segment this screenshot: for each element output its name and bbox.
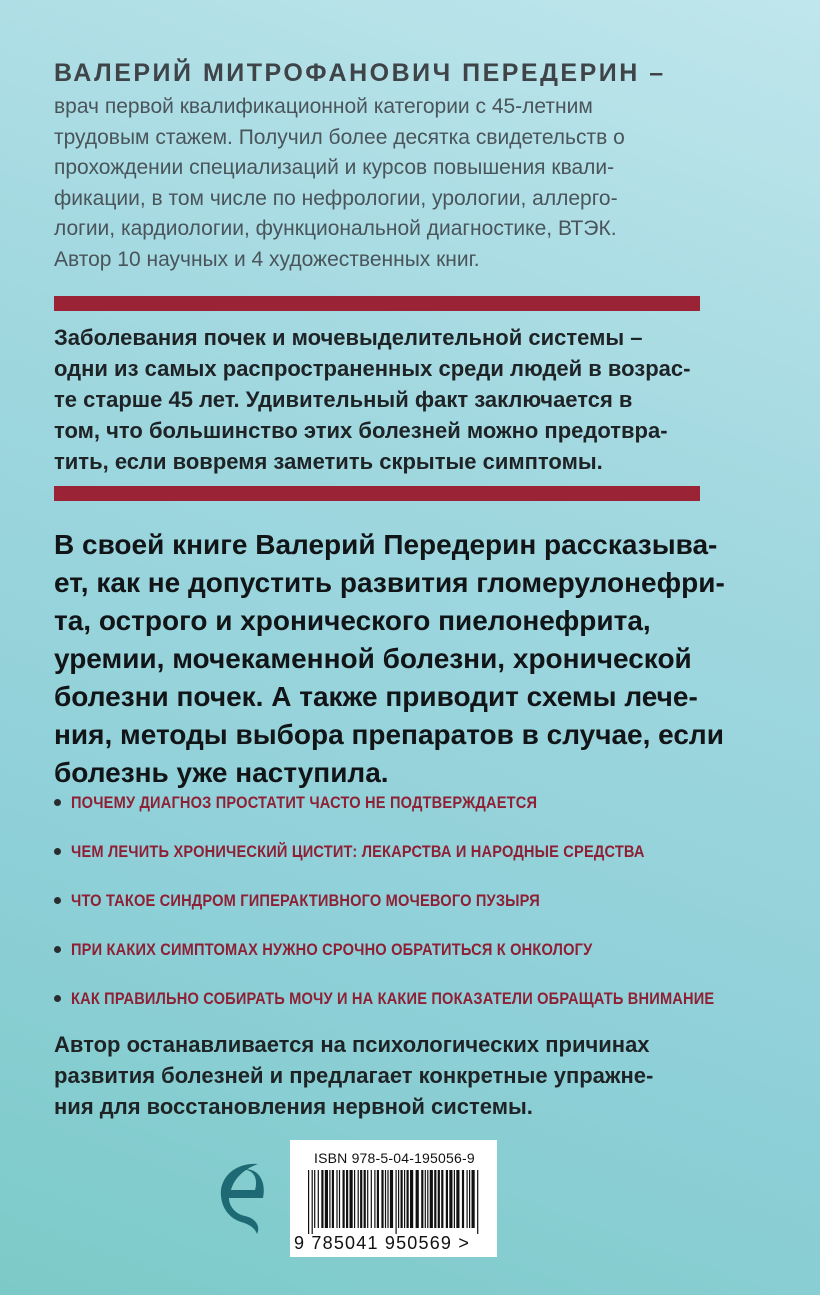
- barcode-bar: [401, 1170, 403, 1228]
- barcode-bar: [421, 1170, 423, 1228]
- barcode-bar: [371, 1170, 372, 1228]
- intro-paragraph: Заболевания почек и мочевыделительной системы – одни из самых распространенных среди людей в возрас- те старше 45 лет. Удивительный факт заключается в том, что большинство этих болезней можно предотвра- тить, если вовремя заметить скрытые симптомы.: [54, 325, 691, 474]
- author-name: ВАЛЕРИЙ МИТРОФАНОВИЧ ПЕРЕДЕРИН –: [54, 59, 666, 87]
- barcode-bar: [354, 1170, 355, 1228]
- barcode-bar: [358, 1170, 359, 1228]
- divider-top: [54, 296, 700, 311]
- barcode-bar: [367, 1170, 368, 1228]
- bullet-icon: [54, 799, 61, 806]
- bullet-icon: [54, 848, 61, 855]
- feature-text: ПОЧЕМУ ДИАГНОЗ ПРОСТАТИТ ЧАСТО НЕ ПОДТВЕРЖДАЕТСЯ: [71, 792, 538, 812]
- feature-item: [54, 778, 794, 827]
- barcode-bar: [456, 1170, 459, 1228]
- barcode-bar: [446, 1170, 448, 1228]
- barcode-icon: [308, 1170, 480, 1234]
- divider-bottom: [54, 486, 700, 501]
- barcode-bar: [469, 1170, 470, 1228]
- barcode-bar: [374, 1170, 375, 1228]
- bullet-icon: [54, 995, 61, 1002]
- feature-text: ЧТО ТАКОЕ СИНДРОМ ГИПЕРАКТИВНОГО МОЧЕВОГО ПУЗЫРЯ: [71, 890, 540, 910]
- barcode-bar: [404, 1170, 405, 1228]
- barcode-bar: [438, 1170, 440, 1228]
- barcode-bar: [430, 1170, 433, 1228]
- barcode-bar: [339, 1170, 340, 1228]
- barcode-bar: [467, 1170, 468, 1228]
- barcode-block: [290, 1140, 497, 1257]
- barcode-bar: [312, 1170, 313, 1234]
- author-bio: врач первой квалификационной категории с 45-летним трудовым стажем. Получил более десятка свидетельств о прохождении специализаций и курсов повышения квали- фикации, в том числе по нефрологии, урологии, аллерго- логии, кардиологии, функциональной диагностике, ВТЭК. Автор 10 научных и 4 художественных книг.: [54, 95, 625, 271]
- barcode-bar: [385, 1170, 386, 1228]
- barcode-bar: [407, 1170, 409, 1228]
- barcode-bar: [387, 1170, 388, 1228]
- barcode-bar: [364, 1170, 366, 1228]
- barcode-bar: [462, 1170, 464, 1228]
- barcode-bar: [416, 1170, 419, 1228]
- barcode-bar: [377, 1170, 379, 1228]
- barcode-bar: [346, 1170, 348, 1228]
- barcode-bar: [329, 1170, 330, 1228]
- barcode-bar: [427, 1170, 428, 1228]
- feature-item: [54, 974, 794, 1023]
- barcode-bar: [434, 1170, 436, 1228]
- feature-text: ПРИ КАКИХ СИМПТОМАХ НУЖНО СРОЧНО ОБРАТИТЬСЯ К ОНКОЛОГУ: [71, 939, 593, 959]
- barcode-bar: [410, 1170, 413, 1228]
- barcode-bar: [449, 1170, 452, 1228]
- barcode-bar: [360, 1170, 362, 1228]
- barcode-bar: [325, 1170, 328, 1228]
- barcode-digits: 9 785041 950569 >: [294, 1233, 471, 1253]
- barcode-bar: [454, 1170, 455, 1228]
- feature-item: [54, 827, 794, 876]
- barcode-bar: [425, 1170, 426, 1228]
- barcode-bar: [321, 1170, 323, 1228]
- feature-text: ЧЕМ ЛЕЧИТЬ ХРОНИЧЕСКИЙ ЦИСТИТ: ЛЕКАРСТВА И НАРОДНЫЕ СРЕДСТВА: [71, 841, 645, 861]
- feature-list: [54, 778, 794, 1023]
- isbn-label: ISBN 978-5-04-195056-9: [314, 1150, 475, 1166]
- main-description: В своей книге Валерий Передерин рассказыва- ет, как не допустить развития гломерулонефри- та, острого и хронического пиелонефрита, уремии, мочекаменной болезни, хронической болезни почек. А также приводит схемы лече- ния, методы выбора препаратов в случае, если болезнь уже наступила.: [54, 529, 725, 788]
- feature-item: [54, 876, 794, 925]
- author-block: [54, 54, 734, 275]
- bullet-icon: [54, 897, 61, 904]
- feature-text: КАК ПРАВИЛЬНО СОБИРАТЬ МОЧУ И НА КАКИЕ ПОКАЗАТЕЛИ ОБРАЩАТЬ ВНИМАНИЕ: [71, 988, 715, 1008]
- barcode-bar: [336, 1170, 337, 1228]
- bullet-icon: [54, 946, 61, 953]
- barcode-bar: [396, 1170, 397, 1234]
- barcode-bar: [343, 1170, 345, 1228]
- barcode-bar: [441, 1170, 443, 1228]
- barcode-bar: [332, 1170, 334, 1228]
- eksmo-e-logo-icon: [215, 1158, 275, 1238]
- barcode-bar: [308, 1170, 309, 1234]
- barcode-bar: [472, 1170, 475, 1228]
- outro-paragraph: Автор останавливается на психологических причинах развития болезней и предлагает конкретные упражне- ния для восстановления нервной системы.: [54, 1032, 654, 1119]
- barcode-bar: [390, 1170, 393, 1228]
- barcode-bar: [477, 1170, 478, 1234]
- barcode-bar: [318, 1170, 319, 1228]
- barcode-bar: [314, 1170, 315, 1228]
- barcode-bar: [381, 1170, 383, 1228]
- barcode-bar: [398, 1170, 399, 1228]
- feature-item: [54, 925, 794, 974]
- barcode-bar: [350, 1170, 353, 1228]
